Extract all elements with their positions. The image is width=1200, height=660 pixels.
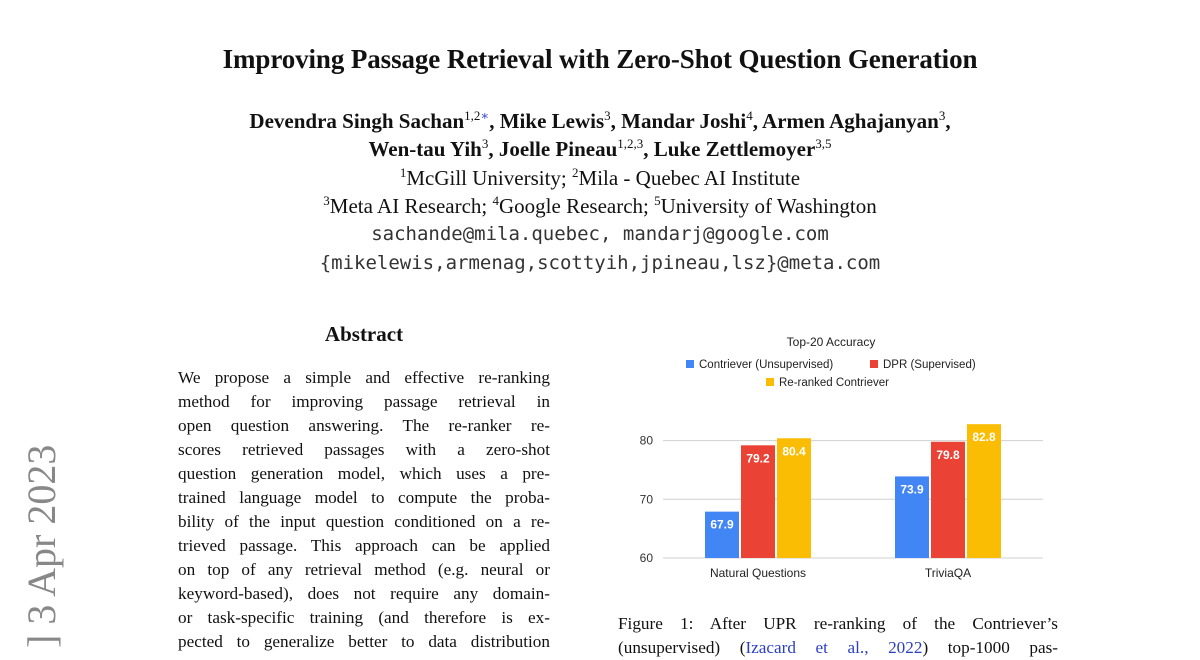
abstract-line: method for improving passage retrieval in bbox=[178, 392, 550, 411]
citation-link[interactable]: Izacard et al., 2022 bbox=[745, 638, 923, 657]
bar-data-label: 79.8 bbox=[936, 447, 960, 462]
legend-swatch bbox=[686, 360, 694, 368]
bar-data-label: 79.2 bbox=[746, 451, 770, 466]
abstract-line: bility of the input question conditioned on a re- bbox=[178, 512, 550, 531]
author-affiliation-sup: 4 bbox=[746, 108, 753, 123]
abstract-heading: Abstract bbox=[324, 322, 404, 346]
legend-label: DPR (Supervised) bbox=[883, 359, 976, 371]
affiliation-name: Mila - Quebec AI Institute bbox=[578, 166, 801, 190]
author-name: Mandar Joshi bbox=[621, 109, 747, 133]
bar-data-label: 73.9 bbox=[900, 482, 924, 497]
author-affiliation-sup: 3 bbox=[938, 108, 946, 123]
affiliation-name: University of Washington bbox=[660, 194, 877, 218]
bar-data-label: 80.4 bbox=[782, 444, 806, 459]
abstract-line: scores retrieved passages with a zero-shot bbox=[178, 440, 550, 459]
chart-title: Top-20 Accuracy bbox=[786, 335, 876, 349]
abstract-line: pected to generalize better to data distribution bbox=[178, 632, 550, 651]
figure-1-chart bbox=[618, 328, 1058, 588]
abstract-line: on top of any retrieval method (e.g. neural or bbox=[178, 560, 550, 579]
author-affiliation-sup: 3,5 bbox=[815, 136, 832, 151]
emails-line-1: sachande@mila.quebec, mandarj@google.com bbox=[371, 223, 829, 245]
caption-line-2: (unsupervised) (Izacard et al., 2022) top-1000 pas- bbox=[618, 638, 1058, 657]
legend-label: Contriever (Unsupervised) bbox=[699, 359, 834, 371]
bar-data-label: 82.8 bbox=[972, 430, 996, 445]
abstract-line: trained language model to compute the proba- bbox=[178, 488, 550, 507]
legend-swatch bbox=[870, 360, 878, 368]
affiliation-sup: 3 bbox=[323, 193, 330, 208]
affiliation-name: Google Research; bbox=[499, 194, 655, 218]
author-name: Luke Zettlemoyer bbox=[653, 137, 816, 161]
abstract-line: or task-specific training (and therefore is ex- bbox=[178, 608, 550, 627]
abstract-body bbox=[178, 366, 550, 654]
author-name: Armen Aghajanyan bbox=[762, 109, 939, 133]
bar bbox=[967, 424, 1001, 558]
affiliation-sup: 1 bbox=[399, 165, 407, 180]
abstract-line: question generation model, which uses a pre- bbox=[178, 464, 550, 483]
y-tick-label: 80 bbox=[639, 433, 653, 448]
affiliation-sup: 2 bbox=[572, 165, 579, 180]
abstract-line: keyword-based), does not require any domain- bbox=[178, 584, 550, 603]
author-affiliation-sup: 1,2 bbox=[464, 108, 481, 123]
x-tick-label: Natural Questions bbox=[709, 566, 807, 580]
author-name: Joelle Pineau bbox=[498, 137, 618, 161]
authors-line-1: Devendra Singh Sachan$^{1,2∗}$, Mike Lewis$^3$, Mandar Joshi$^4$, Armen Aghajanyan$^3$, bbox=[249, 108, 951, 133]
author-name: Wen-tau Yih bbox=[368, 137, 482, 161]
x-tick-label: TriviaQA bbox=[924, 566, 972, 580]
legend-label: Re-ranked Contriever bbox=[779, 377, 889, 389]
affiliations-line-2 bbox=[0, 193, 1200, 219]
y-tick-label: 70 bbox=[639, 492, 653, 507]
author-name: Mike Lewis bbox=[499, 109, 605, 133]
author-name: Devendra Singh Sachan bbox=[249, 109, 465, 133]
author-affiliation-sup: 3 bbox=[604, 108, 611, 123]
authors-line-2: Wen-tau Yih$^3$, Joelle Pineau$^{1,2,3}$, Luke Zettlemoyer$^{3,5}$ bbox=[368, 136, 832, 161]
affiliations-line-1 bbox=[0, 165, 1200, 191]
emails-line-2: {mikelewis,armenag,scottyih,jpineau,lsz}@meta.com bbox=[319, 252, 881, 274]
footnote-star-link[interactable]: ∗ bbox=[480, 108, 490, 123]
abstract-line: open question answering. The re-ranker re- bbox=[178, 416, 550, 435]
abstract-line: We propose a simple and effective re-ranking bbox=[178, 368, 550, 387]
bar-data-label: 67.9 bbox=[710, 517, 734, 532]
author-affiliation-sup: 1,2,3 bbox=[617, 136, 644, 151]
caption-line-1: Figure 1: After UPR re-ranking of the Contriever’s bbox=[618, 614, 1058, 633]
paper-title: Improving Passage Retrieval with Zero-Shot Question Generation bbox=[222, 44, 978, 74]
abstract-line: trieved passage. This approach can be applied bbox=[178, 536, 550, 555]
affiliation-name: McGill University; bbox=[406, 166, 573, 190]
legend-swatch bbox=[766, 378, 774, 386]
figure-1-caption bbox=[618, 612, 1058, 660]
affiliation-sup: 4 bbox=[492, 193, 499, 208]
affiliation-sup: 5 bbox=[654, 193, 661, 208]
affiliation-name: Meta AI Research; bbox=[329, 194, 493, 218]
author-affiliation-sup: 3 bbox=[481, 136, 489, 151]
arxiv-stamp: ] 3 Apr 2023 bbox=[19, 444, 64, 648]
y-tick-label: 60 bbox=[639, 551, 653, 565]
